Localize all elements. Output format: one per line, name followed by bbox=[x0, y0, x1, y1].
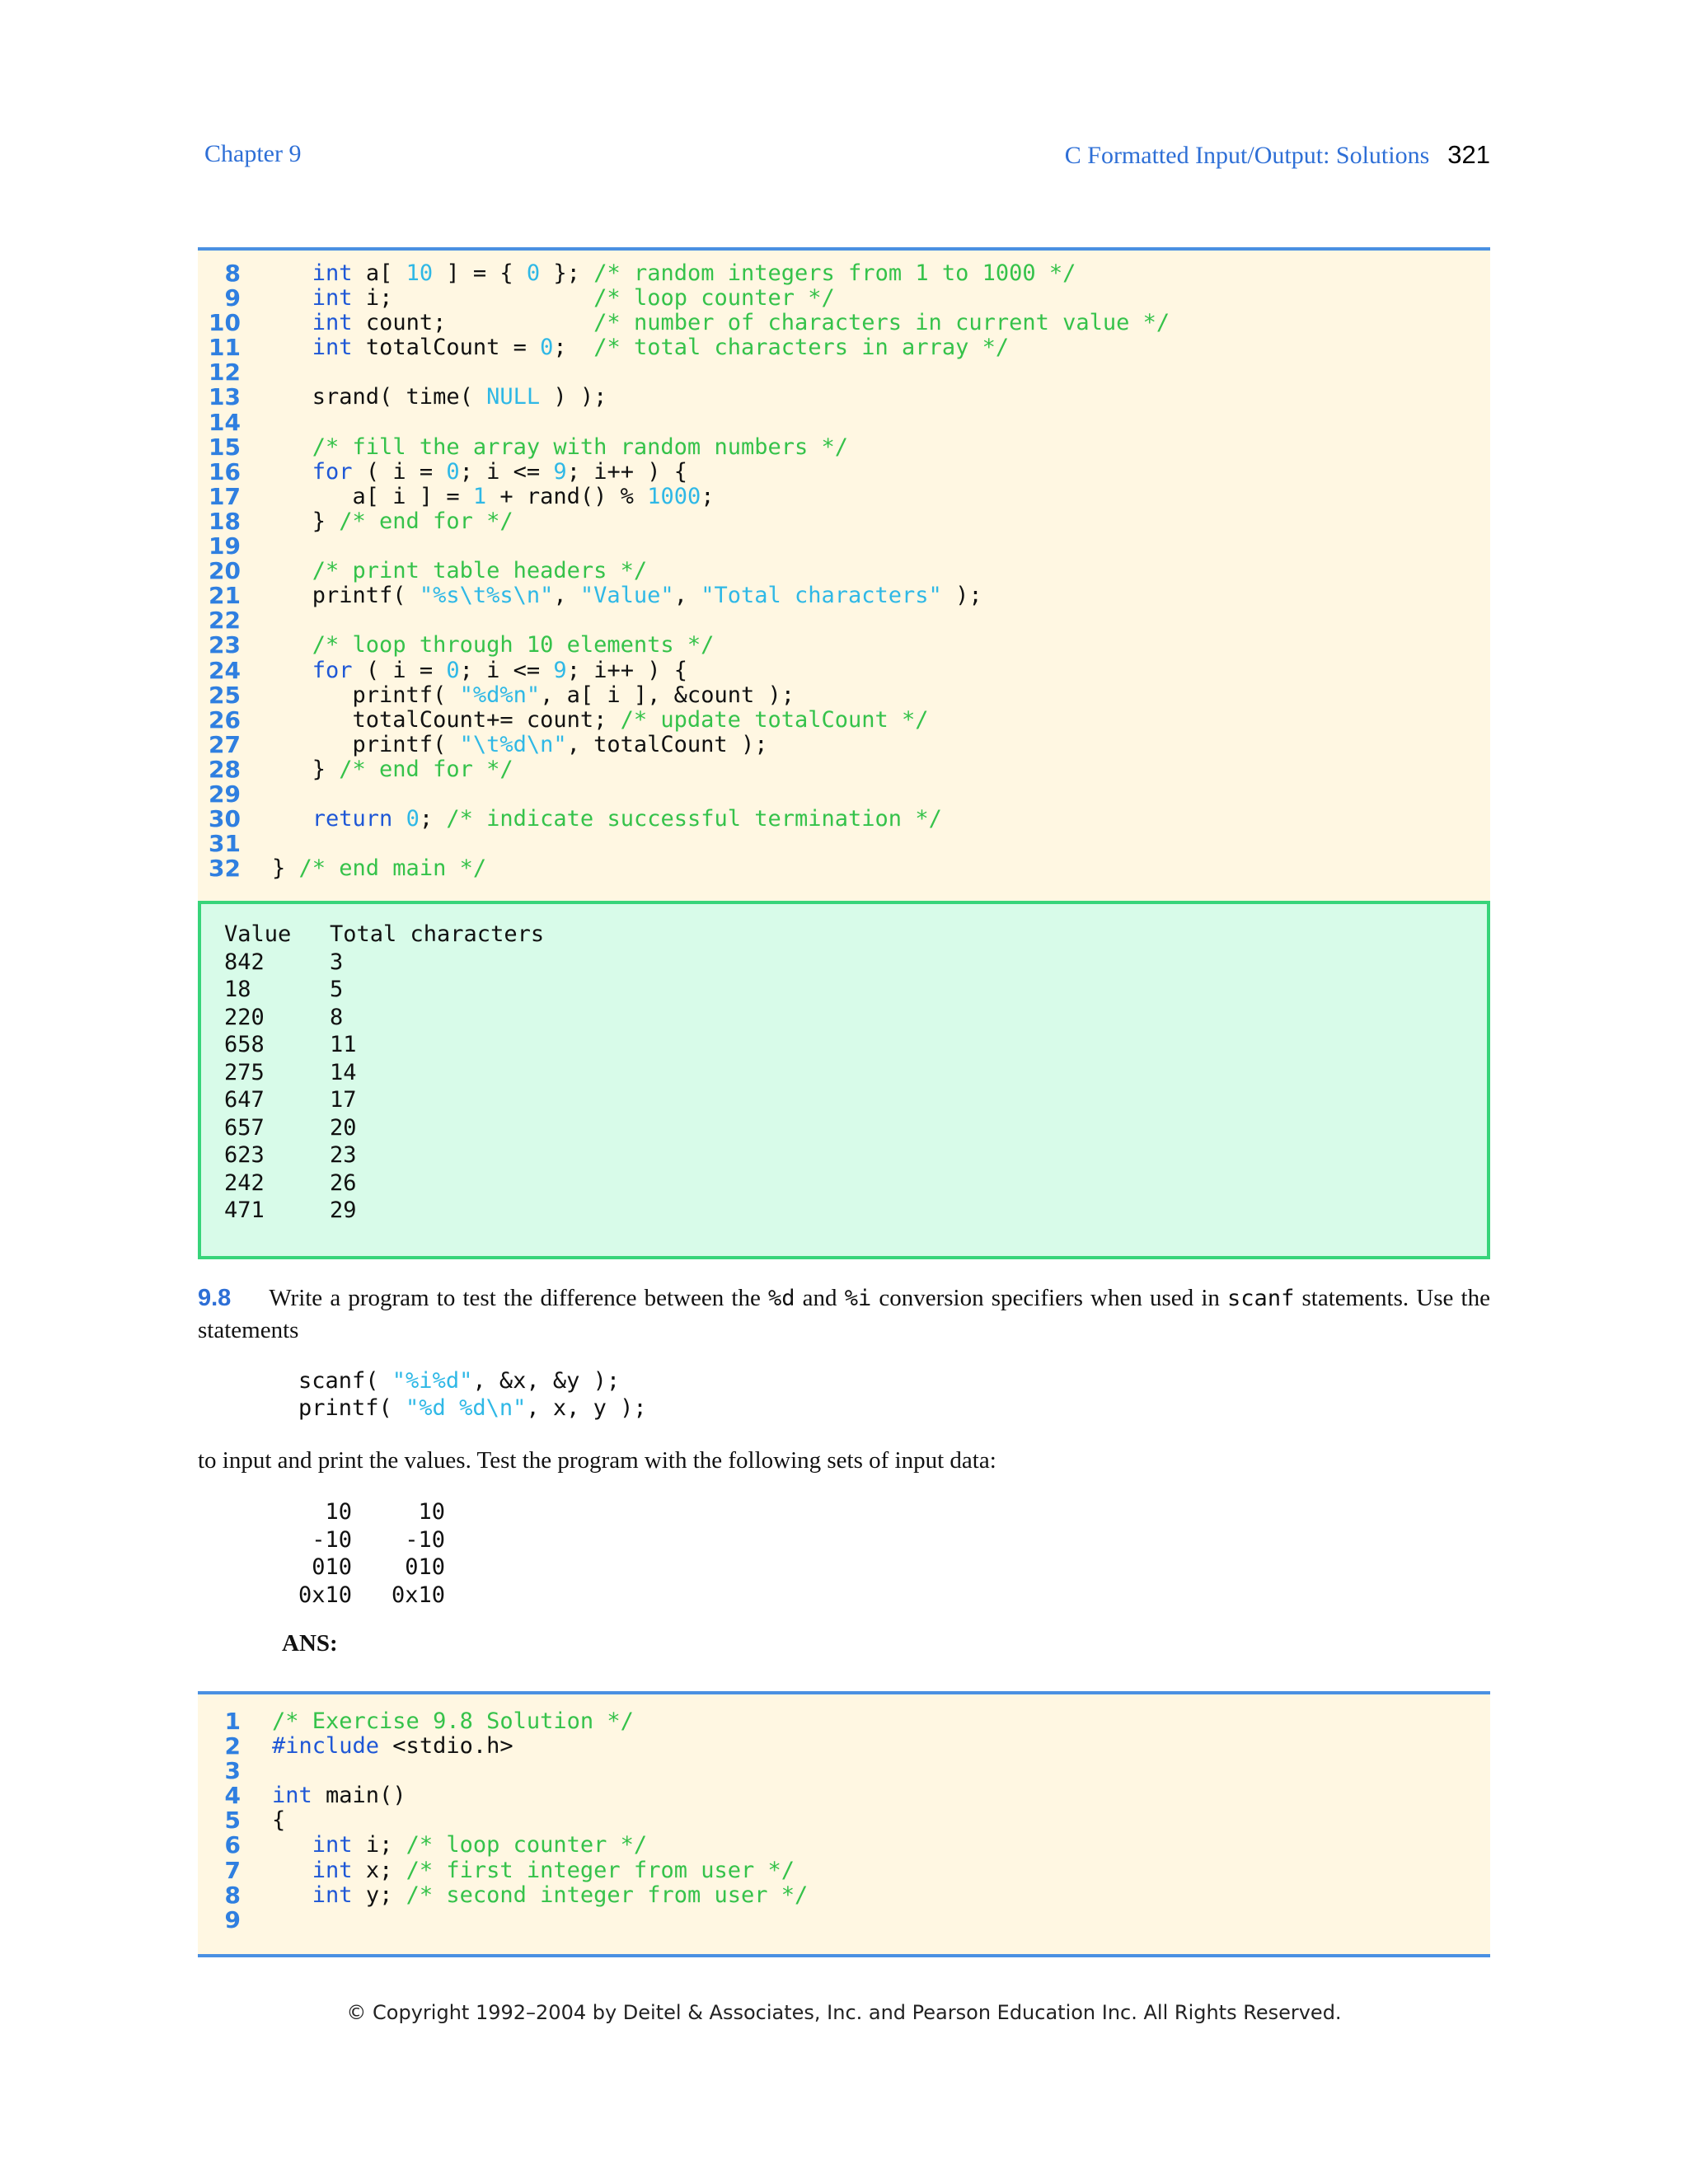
code-line bbox=[198, 534, 1490, 559]
code-line bbox=[198, 1833, 1490, 1858]
output-value: 842 bbox=[224, 949, 265, 975]
code-line bbox=[198, 1905, 1490, 1933]
code-text: /* Exercise 9.8 Solution */ bbox=[272, 1708, 634, 1734]
exercise-text: and bbox=[802, 1285, 837, 1311]
input-value-1: 0x10 bbox=[298, 1582, 352, 1608]
line-number: 31 bbox=[209, 830, 241, 858]
code-line bbox=[198, 435, 1490, 460]
line-number: 14 bbox=[209, 408, 241, 436]
line-number: 21 bbox=[209, 582, 241, 610]
code-line bbox=[198, 1759, 1490, 1783]
code-text: { bbox=[272, 1807, 286, 1834]
line-number: 7 bbox=[224, 1856, 241, 1884]
code-line bbox=[198, 608, 1490, 633]
line-number: 3 bbox=[224, 1757, 241, 1785]
line-number: 24 bbox=[209, 656, 241, 684]
code-line bbox=[198, 730, 1490, 758]
exercise-text: conversion specifiers when used in bbox=[879, 1285, 1220, 1311]
line-number: 19 bbox=[209, 532, 241, 560]
line-number: 28 bbox=[209, 755, 241, 783]
line-number: 27 bbox=[209, 730, 241, 758]
exercise-number: 9.8 bbox=[198, 1285, 232, 1311]
code-text: } /* end for */ bbox=[272, 756, 513, 782]
line-number: 2 bbox=[224, 1732, 241, 1760]
line-number: 25 bbox=[209, 681, 241, 709]
output-value: 275 bbox=[224, 1059, 265, 1085]
code-line bbox=[198, 832, 1490, 856]
code-line bbox=[198, 385, 1490, 410]
exercise-instructions: to input and print the values. Test the program with the following sets of input data: bbox=[198, 1447, 996, 1474]
code-line bbox=[198, 1883, 1490, 1908]
line-number: 13 bbox=[209, 383, 241, 411]
chapter-label: Chapter 9 bbox=[204, 140, 302, 167]
code-line bbox=[198, 1709, 1490, 1734]
code-text: int totalCount = 0; /* total characters in array */ bbox=[312, 335, 1010, 361]
output-row bbox=[224, 949, 343, 977]
output-value: 657 bbox=[224, 1114, 265, 1141]
code-text: int main() bbox=[272, 1783, 406, 1809]
code-line bbox=[198, 1858, 1490, 1883]
line-number: 29 bbox=[209, 780, 241, 808]
line-number: 5 bbox=[224, 1807, 241, 1835]
code-text: printf( "%s\t%s\n", "Value", "Total characters" ); bbox=[272, 583, 982, 609]
output-total: 23 bbox=[330, 1142, 357, 1168]
code-line bbox=[198, 261, 1490, 286]
input-value-2: 10 bbox=[418, 1499, 445, 1525]
input-data-row bbox=[280, 1582, 445, 1610]
code-line bbox=[198, 559, 1490, 583]
code-text: } /* end main */ bbox=[272, 855, 487, 882]
exercise-text: Write a program to test the difference between the bbox=[269, 1285, 761, 1311]
code-line bbox=[198, 1734, 1490, 1759]
code-line bbox=[198, 457, 1490, 485]
output-value: 220 bbox=[224, 1004, 265, 1030]
output-value: 18 bbox=[224, 977, 251, 1002]
output-total: 8 bbox=[330, 1004, 344, 1030]
input-value-1: 010 bbox=[312, 1554, 352, 1580]
line-number: 22 bbox=[209, 607, 241, 635]
code-line bbox=[198, 410, 1490, 435]
running-header bbox=[1065, 140, 1490, 170]
line-number: 12 bbox=[209, 359, 241, 387]
output-total: 5 bbox=[330, 977, 344, 1002]
code-line bbox=[198, 1808, 1490, 1833]
output-row bbox=[224, 1169, 357, 1197]
output-total: 26 bbox=[330, 1169, 357, 1196]
output-value: 623 bbox=[224, 1142, 265, 1168]
output-total: 11 bbox=[330, 1032, 357, 1057]
code-text: totalCount+= count; /* update totalCount */ bbox=[272, 706, 929, 733]
input-value-2: 0x10 bbox=[391, 1582, 445, 1608]
code-text: for ( i = 0; i <= 9; i++ ) { bbox=[312, 657, 687, 683]
output-row bbox=[224, 1114, 357, 1142]
inline-code-scanf: scanf bbox=[1227, 1286, 1295, 1311]
code-text: #include <stdio.h> bbox=[272, 1733, 513, 1760]
line-number: 30 bbox=[209, 805, 241, 833]
line-number: 32 bbox=[209, 855, 241, 883]
line-number: 1 bbox=[224, 1708, 241, 1735]
code-line bbox=[198, 360, 1490, 385]
inline-code-d: %d bbox=[768, 1286, 795, 1311]
code-line bbox=[198, 683, 1490, 708]
output-total: 3 bbox=[330, 949, 344, 975]
code-line bbox=[198, 583, 1490, 608]
code-line bbox=[198, 658, 1490, 683]
code-text: /* loop through 10 elements */ bbox=[312, 632, 715, 658]
page-number: 321 bbox=[1447, 140, 1490, 169]
output-row bbox=[224, 1059, 357, 1087]
input-value-1: -10 bbox=[312, 1526, 352, 1553]
code-text: int count; /* number of characters in current value */ bbox=[312, 310, 1170, 336]
code-text: a[ i ] = 1 + rand() % 1000; bbox=[272, 483, 715, 509]
code-line bbox=[198, 705, 1490, 733]
line-number: 16 bbox=[209, 457, 241, 485]
copyright-footer: © Copyright 1992–2004 by Deitel & Associates, Inc. and Pearson Education Inc. All Rights Reserved. bbox=[346, 2001, 1342, 2024]
line-number: 15 bbox=[209, 433, 241, 461]
code-text: /* print table headers */ bbox=[312, 558, 648, 584]
exercise-text: statements. Use the statements bbox=[198, 1285, 1490, 1343]
code-text: for ( i = 0; i <= 9; i++ ) { bbox=[312, 458, 687, 485]
code-line bbox=[198, 286, 1490, 311]
code-text: int a[ 10 ] = { 0 }; /* random integers from 1 to 1000 */ bbox=[312, 260, 1076, 286]
line-number: 4 bbox=[224, 1782, 241, 1810]
code-text: return 0; /* indicate successful termination */ bbox=[312, 806, 942, 832]
line-number: 18 bbox=[209, 507, 241, 535]
output-row bbox=[224, 1086, 357, 1114]
line-number: 23 bbox=[209, 631, 241, 659]
snippet-printf: printf( "%d %d\n", x, y ); bbox=[298, 1395, 647, 1421]
snippet-scanf: scanf( "%i%d", &x, &y ); bbox=[298, 1368, 621, 1394]
code-listing-continued bbox=[198, 247, 1490, 901]
program-output bbox=[198, 901, 1490, 1259]
output-value: 242 bbox=[224, 1169, 265, 1196]
output-row bbox=[224, 1141, 357, 1169]
output-value: 647 bbox=[224, 1087, 265, 1113]
output-row bbox=[224, 976, 343, 1004]
output-total: 14 bbox=[330, 1059, 357, 1085]
code-text: int x; /* first integer from user */ bbox=[312, 1857, 795, 1883]
output-total: 17 bbox=[330, 1087, 357, 1113]
code-listing-solution bbox=[198, 1691, 1490, 1957]
code-line bbox=[198, 1783, 1490, 1808]
output-header-row bbox=[224, 921, 544, 949]
code-text: int y; /* second integer from user */ bbox=[312, 1882, 809, 1908]
line-number: 11 bbox=[209, 334, 241, 362]
code-line bbox=[198, 509, 1490, 534]
code-line bbox=[198, 856, 1490, 881]
output-total: 20 bbox=[330, 1114, 357, 1141]
input-data-row bbox=[280, 1498, 445, 1526]
code-text: } /* end for */ bbox=[272, 508, 513, 534]
line-number: 9 bbox=[224, 1905, 241, 1933]
output-header-total: Total characters bbox=[330, 921, 545, 947]
line-number: 20 bbox=[209, 557, 241, 585]
input-value-1: 10 bbox=[325, 1499, 352, 1525]
line-number: 9 bbox=[224, 284, 241, 312]
output-value: 658 bbox=[224, 1032, 265, 1057]
line-number: 10 bbox=[209, 309, 241, 337]
code-text: int i; /* loop counter */ bbox=[312, 1832, 648, 1858]
code-text: printf( "%d%n", a[ i ], &count ); bbox=[272, 682, 795, 708]
input-data-row bbox=[280, 1526, 445, 1554]
code-text: srand( time( NULL ) ); bbox=[272, 384, 607, 410]
line-number: 8 bbox=[224, 260, 241, 287]
input-value-2: -10 bbox=[405, 1526, 445, 1553]
section-title: C Formatted Input/Output: Solutions bbox=[1064, 142, 1430, 169]
inline-code-i: %i bbox=[844, 1286, 872, 1311]
code-line bbox=[198, 782, 1490, 807]
output-value: 471 bbox=[224, 1197, 265, 1223]
code-line bbox=[198, 482, 1490, 510]
output-row bbox=[224, 1197, 357, 1225]
code-line bbox=[198, 757, 1490, 782]
input-value-2: 010 bbox=[405, 1554, 445, 1580]
line-number: 6 bbox=[224, 1831, 241, 1859]
output-row bbox=[224, 1031, 357, 1059]
line-number: 26 bbox=[209, 705, 241, 733]
output-header-value: Value bbox=[224, 921, 292, 947]
input-data-row bbox=[280, 1554, 445, 1582]
code-line bbox=[198, 807, 1490, 832]
code-text: /* fill the array with random numbers */ bbox=[312, 434, 848, 460]
exercise-statement bbox=[198, 1282, 1490, 1346]
output-row bbox=[224, 1004, 343, 1032]
line-number: 17 bbox=[209, 482, 241, 510]
code-line bbox=[198, 335, 1490, 360]
code-text: printf( "\t%d\n", totalCount ); bbox=[272, 731, 768, 757]
code-text: int i; /* loop counter */ bbox=[312, 285, 835, 312]
code-line bbox=[198, 311, 1490, 335]
output-total: 29 bbox=[330, 1197, 357, 1223]
code-line bbox=[198, 633, 1490, 658]
line-number: 8 bbox=[224, 1881, 241, 1909]
answer-label: ANS: bbox=[282, 1630, 338, 1657]
